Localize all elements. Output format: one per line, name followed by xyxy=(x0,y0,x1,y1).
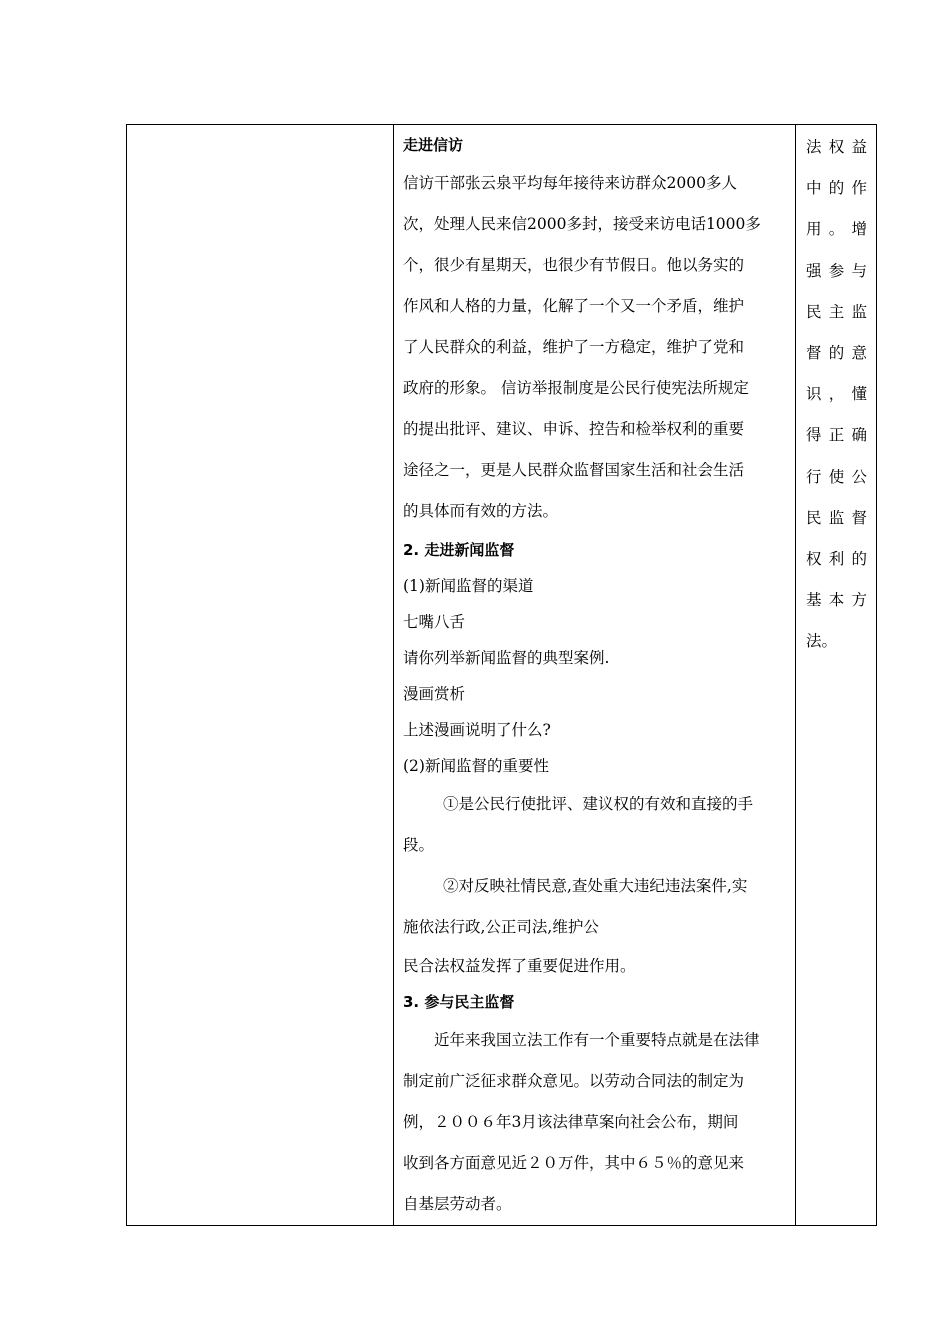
lesson-plan-table xyxy=(126,124,877,1226)
text-line: 民合法权益发挥了重要促进作用。 xyxy=(403,957,636,975)
text-line: 七嘴八舌 xyxy=(403,613,466,631)
text-line: 施依法行政,公正司法,维护公 xyxy=(403,918,599,936)
text-line: 次，处理人民来信2000多封，接受来访电话1000多 xyxy=(403,215,761,233)
objective-line: 得正确 xyxy=(806,426,867,445)
text-line: 的具体而有效的方法。 xyxy=(403,502,559,520)
objective-line: 基本方 xyxy=(806,591,867,610)
objective-line: 行使公 xyxy=(806,467,867,486)
objective-line: 民主监 xyxy=(806,302,867,321)
content-cell xyxy=(394,125,796,1226)
text-line: 2. 走进新闻监督 xyxy=(403,541,515,559)
objective-line: 中的作 xyxy=(806,179,867,198)
text-line: ②对反映社情民意,查处重大违纪违法案件,实 xyxy=(443,877,748,895)
text-line: ①是公民行使批评、建议权的有效和直接的手 xyxy=(443,795,754,813)
text-line: 制定前广泛征求群众意见。以劳动合同法的制定为 xyxy=(403,1072,745,1090)
table-row xyxy=(127,125,877,1226)
text-line: 近年来我国立法工作有一个重要特点就是在法律 xyxy=(434,1031,760,1049)
empty-left-cell xyxy=(127,125,394,1226)
text-line: 政府的形象。 信访举报制度是公民行使宪法所规定 xyxy=(403,379,749,397)
text-line: 请你列举新闻监督的典型案例. xyxy=(403,649,610,667)
text-line: 段。 xyxy=(403,836,435,854)
objective-text xyxy=(796,125,876,663)
objective-cell xyxy=(796,125,877,1226)
text-line: 信访干部张云泉平均每年接待来访群众2000多人 xyxy=(403,174,737,192)
objective-line: 民监督 xyxy=(806,508,867,527)
text-line: 了人民群众的利益，维护了一方稳定，维护了党和 xyxy=(403,338,745,356)
objective-line: 强参与 xyxy=(806,261,867,280)
content-text xyxy=(394,125,795,1225)
text-line: (1)新闻监督的渠道 xyxy=(403,577,534,595)
objective-line: 法。 xyxy=(806,632,838,651)
text-line: 个，很少有星期天，也很少有节假日。他以务实的 xyxy=(403,256,745,274)
text-line: 走进信访 xyxy=(403,136,464,154)
text-line: 途径之一，更是人民群众监督国家生活和社会生活 xyxy=(403,461,745,479)
text-line: (2)新闻监督的重要性 xyxy=(403,757,549,775)
objective-line: 法权益 xyxy=(806,138,867,156)
objective-line: 用。增 xyxy=(806,220,867,239)
text-line: 上述漫画说明了什么? xyxy=(403,721,551,739)
text-line: 漫画赏析 xyxy=(403,685,466,703)
objective-line: 权利的 xyxy=(806,550,867,569)
objective-line: 识，懂 xyxy=(806,385,867,404)
text-line: 的提出批评、建议、申诉、控告和检举权利的重要 xyxy=(403,420,745,438)
text-line: 3. 参与民主监督 xyxy=(403,993,515,1011)
text-line: 自基层劳动者。 xyxy=(403,1195,512,1213)
text-line: 作风和人格的力量，化解了一个又一个矛盾，维护 xyxy=(403,297,745,315)
text-line: 例，２００６年3月该法律草案向社会公布，期间 xyxy=(403,1113,739,1131)
text-line: 收到各方面意见近２０万件，其中６５％的意见来 xyxy=(403,1154,745,1172)
objective-line: 督的意 xyxy=(806,344,867,363)
